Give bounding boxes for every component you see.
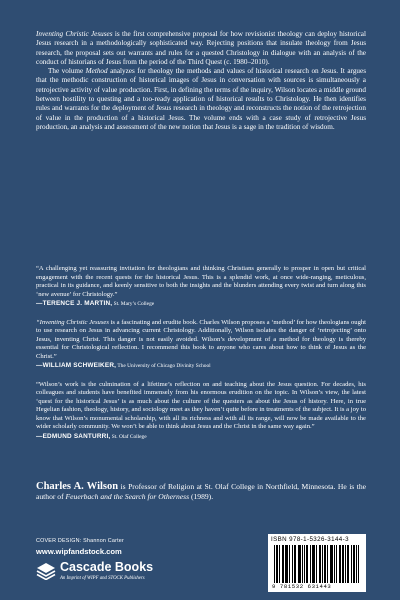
barcode-bar: [327, 545, 328, 583]
barcode-bar: [292, 545, 293, 583]
barcode-bar: [354, 545, 355, 583]
endorsement-martin: [36, 265, 366, 309]
barcode-bar: [276, 545, 277, 583]
barcode-bar: [348, 545, 349, 583]
endorsement-text: “Wilson’s work is the culmination of a lifetime’s reflection on and teaching about the Jesus question. For decades, his colleagues and students have benefited immensely from his enormous erudition on the topic. In Wilson’s view, the latest ‘quest for the historical Jesus’ is as much about the culture of the questers as about the Jesus of history. Here, in true Hegelian fashion, theology, history, and sociology meet as they haven’t quite before in treatments of the subject. It is a joy to know that Wilson’s monumental scholarship, with all its richness and with all its range, will now be made available to the wider scholarly community. We won’t be able to think about Jesus and the Christ in the same way again.”: [36, 380, 366, 430]
barcode-bar: [343, 545, 344, 583]
publisher-url: www.wipfandstock.com: [36, 547, 122, 556]
barcode-bar: [283, 545, 284, 583]
endorsement-attribution: —EDMUND SANTURRI, St. Olaf College: [36, 432, 147, 440]
barcode-bar: [319, 545, 320, 583]
barcode-bar: [295, 545, 296, 583]
isbn-label: ISBN 978-1-5326-3144-3: [271, 536, 349, 543]
endorsement-text: “Inventing Christic Jesuses is a fascinating and erudite book. Charles Wilson proposes a ‘method’ for how theologians ought to use research on Jesus in advancing current Christology. Additionally, Wilson isolates the danger of ‘retrojecting’ onto Jesus, inventing Christ. This danger is not easily avoided. Wilson’s development of a method for theology is thereby essential for Christological reflection. I recommend this book to anyone who cares about how to think of Jesus as the Christ.”: [36, 318, 366, 360]
barcode-bar: [274, 545, 275, 583]
endorsements: [36, 265, 366, 451]
barcode-bar: [336, 545, 337, 583]
barcode-bar: [342, 545, 343, 583]
cover-design-credit: COVER DESIGN: Shannon Carter: [36, 538, 124, 544]
barcode-bar: [299, 545, 300, 583]
barcode-bar: [316, 545, 317, 583]
description-paragraph-1: Inventing Christic Jesuses is the first comprehensive proposal for how revisionist theology can deploy historical Jesus research in a methodologically sophisticated way. Rejecting positions that insulate theology from Jesus research, the proposal sets out warrants and rules for a quested Christology in dialogue with an analysis of the conduct of historians of Jesus from the period of the Third Quest (c. 1980–2010).: [36, 30, 366, 66]
endorsement-attribution: —WILLIAM SCHWEIKER, The University of Chicago Divinity School: [36, 362, 211, 369]
barcode-bar: [307, 545, 308, 583]
book-stack-icon: [36, 562, 56, 580]
barcode-bar: [279, 545, 280, 583]
barcode-bar: [340, 545, 341, 583]
barcode-bar: [302, 545, 303, 583]
barcode-bar: [289, 545, 290, 583]
barcode-bar: [324, 545, 325, 583]
barcode-bar: [313, 545, 314, 583]
barcode-bar: [358, 545, 359, 583]
barcode-bar: [356, 545, 357, 583]
endorsement-schweiker: [36, 319, 366, 371]
barcode-bar: [310, 545, 311, 583]
barcode-bar: [277, 545, 278, 583]
barcode-bar: [300, 545, 301, 583]
endorsement-text: “A challenging yet reassuring invitation for theologians and thinking Christians generally to prosper in open but critical engagement with the recent quests for the historical Jesus. This is a splendid work, at once wide-ranging, meticulous, practical in its guidance, and keenly sensitive to both the insights and the blunders attending every twist and turn along this ‘new avenue’ for Christology.”: [36, 265, 366, 298]
barcode-bar: [304, 545, 305, 583]
barcode-bar: [314, 545, 315, 583]
barcode-bar: [306, 545, 307, 583]
book-title: Inventing Christic Jesuses: [36, 30, 113, 38]
barcode-bar: [331, 545, 332, 583]
isbn-digits: 9 781532 631443: [272, 583, 332, 590]
publisher-imprint: An Imprint of WIPF and STOCK Publishers: [60, 576, 145, 581]
barcode-bar: [285, 545, 286, 583]
barcode-bar: [351, 545, 352, 583]
publisher-logo: [36, 560, 186, 586]
barcode-bar: [294, 545, 295, 583]
barcode-bar: [339, 545, 340, 583]
barcode-bar: [347, 545, 348, 583]
barcode-bar: [282, 545, 283, 583]
author-bio: Charles A. Wilson is Professor of Religion at St. Olaf College in Northfield, Minnesota. He is the author of Feuerbach and the Search for Otherness (1989).: [36, 481, 366, 501]
endorsement-attribution: —TERENCE J. MARTIN, St. Mary’s College: [36, 300, 155, 307]
endorsement-santurri: [36, 381, 366, 442]
barcode-bar: [345, 545, 346, 583]
author-name: Charles A. Wilson: [36, 481, 119, 492]
barcode-bar: [332, 545, 333, 583]
barcode-bar: [330, 545, 331, 583]
barcode-bar: [312, 545, 313, 583]
barcode-bar: [353, 545, 354, 583]
description: [36, 30, 366, 132]
barcode-bar: [334, 545, 335, 583]
barcode-bar: [325, 545, 326, 583]
barcode-bar: [320, 545, 321, 583]
barcode-bar: [322, 545, 323, 583]
barcode-bar: [287, 545, 288, 583]
barcode: [274, 545, 360, 583]
publisher-name: Cascade Books: [60, 560, 154, 574]
description-paragraph-2: The volume Method analyzes for theology the methods and values of historical research on Jesus. It argues that the methodic construction of historical images of Jesus in conversation with sources is simultaneously a retrojective activity of value production. First, in defining the terms of the inquiry, Wilson locates a middle ground between hostility to questing and a too-ready application of historical results to Christology. He then identifies rules and warrants for the deployment of Jesus research in theology and reconstructs the notion of the retrojection of value in the production of a historical Jesus. The volume ends with a case study of retrojective Jesus production, an analysis and assessment of the new notion that Jesus is a sage in the tradition of wisdom.: [36, 67, 366, 131]
barcode-bar: [298, 545, 299, 583]
barcode-bar: [286, 545, 287, 583]
isbn-barcode-box: [268, 534, 366, 592]
